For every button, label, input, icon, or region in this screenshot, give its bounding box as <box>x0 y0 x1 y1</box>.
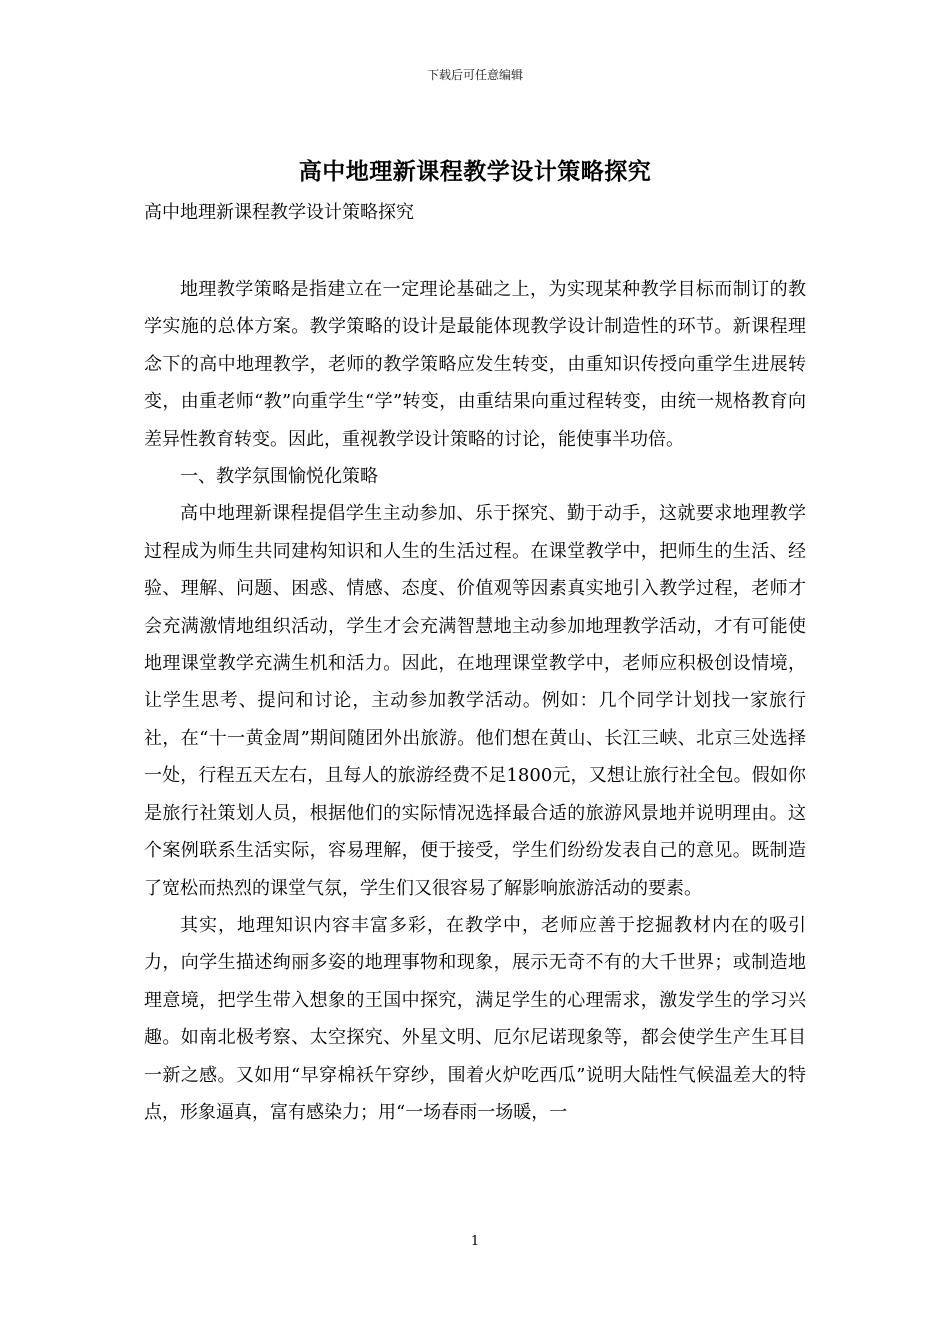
paragraph-atmosphere: 高中地理新课程提倡学生主动参加、乐于探究、勤于动手，这就要求地理教学过程成为师生共同建构知识和人生的生活过程。在课堂教学中，把师生的生活、经验、理解、问题、困惑、情感、态度、价值观等因素真实地引入教学过程，老师才会充满激情地组织活动，学生才会充满智慧地主动参加地理教学活动，才有可能使地理课堂教学充满生机和活力。因此，在地理课堂教学中，老师应积极创设情境，让学生思考、提问和讨论，主动参加教学活动。例如：几个同学计划找一家旅行社，在“十一黄金周”期间随团外出旅游。他们想在黄山、长江三峡、北京三处选择一处，行程五天左右，且每人的旅游经费不足1800元，又想让旅行社全包。假如你是旅行社策划人员，根据他们的实际情况选择最合适的旅游风景地并说明理由。这个案例联系生活实际，容易理解，便于接受，学生们纷纷发表自己的意见。既制造了宽松而热烈的课堂气氛，学生们又很容易了解影响旅游活动的要素。 <box>144 503 806 899</box>
document-body <box>144 271 806 1131</box>
document-subtitle: 高中地理新课程教学设计策略探究 <box>144 202 414 223</box>
paragraph-content: 其实，地理知识内容丰富多彩，在教学中，老师应善于挖掘教材内在的吸引力，向学生描述绚丽多姿的地理事物和现象，展示无奇不有的大千世界；或制造地理意境，把学生带入想象的王国中探究，满足学生的心理需求，激发学生的学习兴趣。如南北极考察、太空探究、外星文明、厄尔尼诺现象等，都会使学生产生耳目一新之感。又如用“早穿棉袄午穿纱，围着火炉吃西瓜”说明大陆性气候温差大的特点，形象逼真，富有感染力；用“一场春雨一场暖，一 <box>144 914 806 1123</box>
header-note: 下载后可任意编辑 <box>426 68 523 82</box>
paragraph-intro: 地理教学策略是指建立在一定理论基础之上，为实现某种教学目标而制订的教学实施的总体方案。教学策略的设计是最能体现教学设计制造性的环节。新课程理念下的高中地理教学，老师的教学策略应发生转变，由重知识传授向重学生进展转变，由重老师“教”向重学生“学”转变，由重结果向重过程转变，由统一规格教育向差异性教育转变。因此，重视教学设计策略的讨论，能使事半功倍。 <box>144 279 806 450</box>
document-title: 高中地理新课程教学设计策略探究 <box>298 158 652 185</box>
section-heading: 一、教学氛围愉悦化策略 <box>180 466 378 488</box>
page-number: 1 <box>470 1234 480 1249</box>
